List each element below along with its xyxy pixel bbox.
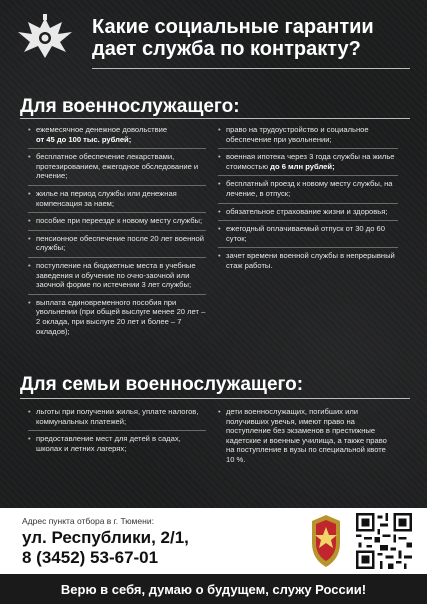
address-street: ул. Республики, 2/1, [22, 528, 189, 547]
list-item: • пенсионное обеспечение после 20 лет военной службы; [28, 231, 206, 258]
list-item: • льготы при получении жилья, уплате налогов, коммунальных платежей; [28, 404, 206, 431]
section-title-family: Для семьи военнослужащего: [20, 374, 304, 395]
slogan: Верю в себя, думаю о будущем, служу России! [60, 581, 367, 597]
title-line-2: дает служба по контракту? [92, 38, 361, 60]
list-item: • бесплатный проезд к новому месту службы, на лечение, в отпуск; [218, 176, 398, 203]
list-item: • поступление на бюджетные места в учебные заведения и обучение по очно-заочной или заочной форме по истечении 3 лет службы; [28, 258, 206, 295]
page-title [92, 16, 412, 60]
list-item: • бесплатное обеспечение лекарствами, протезированием, ежегодное обследование и лечение; [28, 149, 206, 186]
soldier-benefits-right [218, 122, 398, 275]
slogan-bar [0, 574, 427, 604]
list-item: • дети военнослужащих, погибших или получивших увечья, имеют право на поступление без экзаменов в престижные кадетские и военные училища, а также право на поступление в вузы по специальной квоте 10 %. [218, 404, 396, 469]
title-line-1: Какие социальные гарантии [92, 16, 374, 38]
address-phone[interactable]: 8 (3452) 53-67-01 [22, 548, 159, 567]
family-benefits-right [218, 404, 396, 469]
list-item: • обязательное страхование жизни и здоровья; [218, 204, 398, 222]
military-crest-icon [306, 513, 346, 569]
section-divider-family [20, 398, 410, 399]
list-item: • выплата единовременного пособия при увольнении (при общей выслуге менее 20 лет – 2 оклада, при выслуге 20 лет и более – 7 окладов); [28, 295, 206, 340]
list-item: • ежегодный оплачиваемый отпуск от 30 до 60 суток; [218, 221, 398, 248]
section-divider-soldier [20, 118, 410, 119]
qr-code-icon[interactable] [356, 513, 412, 569]
family-benefits-left [28, 404, 206, 457]
list-item: • жилье на период службы или денежная компенсация за наем; [28, 186, 206, 213]
list-item: • военная ипотека через 3 года службы на жилье стоимостью до 6 млн рублей; [218, 149, 398, 176]
list-item: • зачет времени военной службы в непрерывный стаж работы. [218, 248, 398, 274]
list-item: • пособие при переезде к новому месту службы; [28, 213, 206, 231]
russian-army-emblem-icon [14, 12, 76, 64]
soldier-benefits-left [28, 122, 206, 340]
list-item: • право на трудоустройство и социальное обеспечение при увольнении; [218, 122, 398, 149]
title-divider [92, 68, 410, 69]
section-title-soldier: Для военнослужащего: [20, 96, 240, 117]
address-label: Адрес пункта отбора в г. Тюмени: [22, 516, 154, 526]
address-panel [0, 508, 427, 574]
list-item: • предоставление мест для детей в садах, школах и летних лагерях; [28, 431, 206, 457]
list-item: • ежемесячное денежное довольствие от 45 до 100 тыс. рублей; [28, 122, 206, 149]
